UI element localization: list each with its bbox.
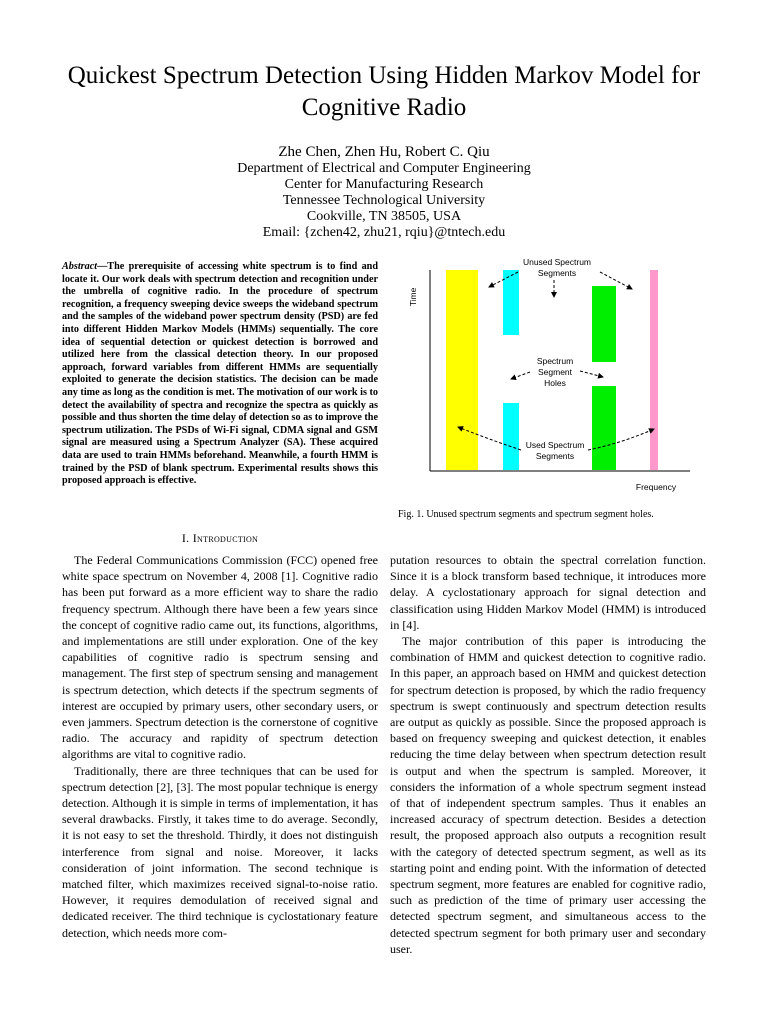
author-block [100, 144, 668, 241]
figure-caption: Fig. 1. Unused spectrum segments and spectrum segment holes. [398, 509, 654, 520]
bar-yellow [446, 270, 478, 470]
bar-green-top [592, 286, 616, 362]
holes-label-1: Spectrum [536, 356, 574, 366]
abstract [62, 261, 378, 488]
used-label-1: Used Spectrum [525, 440, 585, 450]
paragraph: Traditionally, there are three techniques that can be used for spectrum detection [2], [3]. The most popular technique is energy detection. Although it is simple in terms of implementation, it has several drawbacks. Firstly, it takes time to do average. Secondly, it is not easy to set the threshold. Thirdly, it does not distinguish interference from signal and noise. Moreover, it lacks consideration of joint information. The second technique is matched filter, which maximizes received signal-to-noise ratio. However, it requires demodulation of received signal and dedicated receiver. The third technique is cyclostationary feature detection, which needs more com- [62, 763, 378, 940]
section-number: I. [181, 531, 190, 545]
arrow-holes-left [511, 372, 530, 379]
figure-1 [390, 250, 710, 502]
paragraph: putation resources to obtain the spectral correlation function. Since it is a block transform based technique, it introduces more delay. A cyclostationary approach for signal detection and classification using Hidden Markov Model (HMM) is introduced in [4]. [390, 553, 706, 632]
holes-label-2: Segment [537, 367, 573, 377]
affiliation-line: Center for Manufacturing Research [284, 177, 484, 192]
bar-cyan-bottom [503, 403, 519, 470]
section-title: Introduction [192, 531, 259, 545]
abstract-body: —The prerequisite of accessing white spectrum is to find and locate it. Our work deals with spectrum detection and recognition under the umbrella of cognitive radio. In the procedure of spectrum recognition, a frequency sweeping device sweeps the wideband spectrum and the samples of the wideband power spectrum density (PSD) are fed into different Hidden Markov Models (HMMs) sequentially. The core idea of sequential detection or quickest detection is borrowed and utilized here from the classical detection theory. In our proposed approach, forward variables from different HMMs are sequentially exploited to generate the decision statistics. The decision can be made any time as long as the condition is met. The motivation of our work is to detect the availability of spectra and recognize the spectra as quickly as possible and thus shorten the time delay of detection so as to improve the spectrum utilization. The PSDs of Wi-Fi signal, CDMA signal and GSM signal are measured using a Spectrum Analyzer (SA). These acquired data are used to train HMMs beforehand. Meanwhile, a fourth HMM is trained by the PSD of blank spectrum. Experimental results shows this proposed approach is effective. [62, 261, 378, 487]
bar-green-bottom [592, 386, 616, 470]
arrow-holes-right [580, 371, 603, 377]
unused-label-1: Unused Spectrum [522, 257, 592, 267]
spectrum-diagram [390, 250, 710, 502]
abstract-lead: Abstract [62, 261, 98, 272]
affiliation-line: Tennessee Technological University [282, 193, 486, 208]
affiliation-line: Department of Electrical and Computer Engineering [237, 161, 531, 176]
paragraph: The Federal Communications Commission (FCC) opened free white space spectrum on November 4, 2008 [1]. Cognitive radio has been put forward as a more efficient way to share the radio frequency spectrum. Although there have been a few years since the concept of cognitive radio came out, its functions, algorithms, and implementations are still under exploration. One of the key capabilities of cognitive radio is spectrum sensing and management. The first step of spectrum sensing and management is spectrum detection, which detects if the spectrum segments of interest are occupied by primary users, other secondary users, or even jammers. Spectrum detection is the cornerstone of cognitive radio. The accuracy and rapidity of spectrum detection algorithms are vital to cognitive radio. [62, 553, 378, 762]
x-axis-label: Frequency [635, 482, 677, 492]
holes-label-3: Holes [544, 378, 566, 388]
right-column [390, 552, 706, 957]
bar-cyan-top [503, 270, 519, 335]
unused-label-2: Segments [537, 268, 577, 278]
left-column [62, 552, 378, 941]
author-names: Zhe Chen, Zhen Hu, Robert C. Qiu [278, 144, 490, 160]
paragraph: The major contribution of this paper is introducing the combination of HMM and quickest detection to cognitive radio. In this paper, an approach based on HMM and quickest detection for spectrum detection is proposed, by which the radio frequency spectrum is swept continuously and spectrum detection results are output as quickly as possible. Since the proposed approach is based on frequency sweeping and quickest detection, it enables reducing the time delay between when spectrum detection result is output and when the spectrum is sampled. Moreover, it considers the information of a whole spectrum segment instead of that of independent spectrum samples. Thus it enables an increased accuracy of spectrum detection. Besides a detection result, the proposed approach also outputs a recognition result with the category of detected spectrum segment, as well as its starting point and ending point. With the information of detected spectrum segment, more features are enabled for cognitive radio, such as prediction of the time of primary user accessing the detected spectrum segment, and simultaneous access to the detected spectrum segment for both primary user and secondary user. [390, 634, 706, 956]
affiliation-line: Cookville, TN 38505, USA [306, 209, 462, 224]
used-label-2: Segments [535, 451, 575, 461]
paper-title: Quickest Spectrum Detection Using Hidden Markov Model for Cognitive Radio [67, 62, 701, 121]
bar-pink [650, 270, 658, 470]
section-heading [62, 531, 378, 545]
email-line: Email: {zchen42, zhu21, rqiu}@tntech.edu [262, 225, 506, 240]
y-axis-label: Time [408, 287, 418, 307]
